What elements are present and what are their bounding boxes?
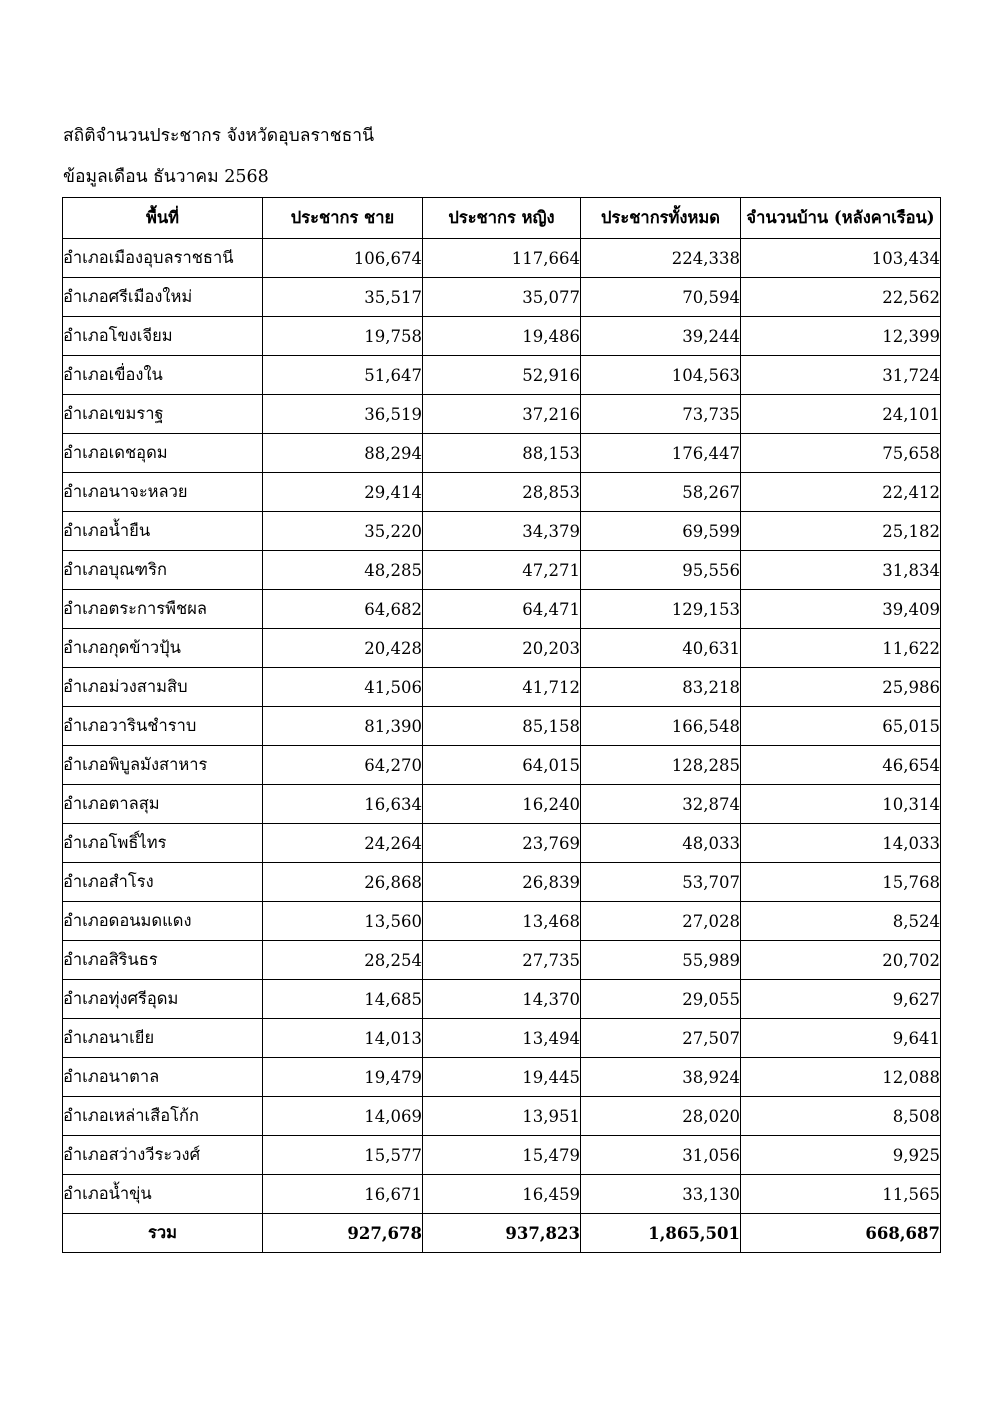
table-row <box>63 707 941 746</box>
cell-area: อำเภอตาลสุม <box>63 785 263 824</box>
cell-male-population: 106,674 <box>263 239 423 278</box>
cell-male-population: 26,868 <box>263 863 423 902</box>
cell-area: อำเภอบุณฑริก <box>63 551 263 590</box>
cell-houses: 9,627 <box>741 980 941 1019</box>
cell-area: อำเภอน้ำขุ่น <box>63 1175 263 1214</box>
table-row <box>63 317 941 356</box>
cell-area: อำเภอกุดข้าวปุ้น <box>63 629 263 668</box>
cell-male-population: 16,634 <box>263 785 423 824</box>
table-row <box>63 824 941 863</box>
cell-male-population: 20,428 <box>263 629 423 668</box>
cell-female-population: 88,153 <box>423 434 581 473</box>
table-row <box>63 278 941 317</box>
table-body <box>63 239 941 1253</box>
column-header-total: ประชากรทั้งหมด <box>581 198 741 239</box>
cell-houses: 31,724 <box>741 356 941 395</box>
cell-male-population: 19,758 <box>263 317 423 356</box>
cell-female-population: 35,077 <box>423 278 581 317</box>
cell-total-population: 83,218 <box>581 668 741 707</box>
table-row <box>63 941 941 980</box>
table-row <box>63 551 941 590</box>
table-row <box>63 1175 941 1214</box>
cell-female-population: 64,015 <box>423 746 581 785</box>
cell-male-population: 19,479 <box>263 1058 423 1097</box>
cell-female-population: 23,769 <box>423 824 581 863</box>
cell-female-population: 13,494 <box>423 1019 581 1058</box>
cell-total-population: 166,548 <box>581 707 741 746</box>
cell-houses: 46,654 <box>741 746 941 785</box>
cell-male-population: 51,647 <box>263 356 423 395</box>
cell-total-population: 55,989 <box>581 941 741 980</box>
table-row <box>63 863 941 902</box>
cell-area: อำเภอน้ำยืน <box>63 512 263 551</box>
cell-male-population: 14,013 <box>263 1019 423 1058</box>
cell-area: อำเภอนาตาล <box>63 1058 263 1097</box>
cell-area: อำเภอดอนมดแดง <box>63 902 263 941</box>
cell-houses: 22,562 <box>741 278 941 317</box>
cell-houses: 11,622 <box>741 629 941 668</box>
table-row <box>63 1058 941 1097</box>
cell-male-population: 16,671 <box>263 1175 423 1214</box>
cell-female-population: 52,916 <box>423 356 581 395</box>
cell-total-population: 27,507 <box>581 1019 741 1058</box>
cell-total-population: 29,055 <box>581 980 741 1019</box>
cell-houses: 10,314 <box>741 785 941 824</box>
cell-total-population: 176,447 <box>581 434 741 473</box>
cell-houses: 39,409 <box>741 590 941 629</box>
table-row <box>63 590 941 629</box>
total-cell-area: รวม <box>63 1214 263 1253</box>
cell-houses: 103,434 <box>741 239 941 278</box>
cell-total-population: 104,563 <box>581 356 741 395</box>
cell-houses: 24,101 <box>741 395 941 434</box>
cell-total-population: 31,056 <box>581 1136 741 1175</box>
cell-houses: 9,925 <box>741 1136 941 1175</box>
cell-area: อำเภอเขื่องใน <box>63 356 263 395</box>
table-row <box>63 668 941 707</box>
table-row <box>63 629 941 668</box>
cell-female-population: 19,486 <box>423 317 581 356</box>
cell-female-population: 85,158 <box>423 707 581 746</box>
cell-area: อำเภอเมืองอุบลราชธานี <box>63 239 263 278</box>
cell-houses: 15,768 <box>741 863 941 902</box>
cell-area: อำเภอสว่างวีระวงศ์ <box>63 1136 263 1175</box>
cell-area: อำเภอนาเยีย <box>63 1019 263 1058</box>
cell-male-population: 14,685 <box>263 980 423 1019</box>
cell-total-population: 128,285 <box>581 746 741 785</box>
table-header <box>63 198 941 239</box>
cell-total-population: 53,707 <box>581 863 741 902</box>
cell-male-population: 35,220 <box>263 512 423 551</box>
cell-area: อำเภอทุ่งศรีอุดม <box>63 980 263 1019</box>
cell-area: อำเภอโขงเจียม <box>63 317 263 356</box>
cell-houses: 12,088 <box>741 1058 941 1097</box>
table-row <box>63 902 941 941</box>
cell-male-population: 41,506 <box>263 668 423 707</box>
cell-total-population: 33,130 <box>581 1175 741 1214</box>
column-header-houses: จำนวนบ้าน (หลังคาเรือน) <box>741 198 941 239</box>
cell-area: อำเภอวารินชำราบ <box>63 707 263 746</box>
cell-male-population: 88,294 <box>263 434 423 473</box>
cell-area: อำเภอนาจะหลวย <box>63 473 263 512</box>
cell-male-population: 13,560 <box>263 902 423 941</box>
page-title: สถิติจำนวนประชากร จังหวัดอุบลราชธานี <box>63 126 375 146</box>
cell-total-population: 224,338 <box>581 239 741 278</box>
cell-male-population: 14,069 <box>263 1097 423 1136</box>
cell-houses: 11,565 <box>741 1175 941 1214</box>
total-cell-houses: 668,687 <box>741 1214 941 1253</box>
cell-female-population: 15,479 <box>423 1136 581 1175</box>
table-row <box>63 512 941 551</box>
page-subtitle: ข้อมูลเดือน ธันวาคม 2568 <box>63 167 269 187</box>
cell-female-population: 26,839 <box>423 863 581 902</box>
cell-total-population: 28,020 <box>581 1097 741 1136</box>
cell-male-population: 36,519 <box>263 395 423 434</box>
table-row <box>63 746 941 785</box>
cell-houses: 31,834 <box>741 551 941 590</box>
cell-area: อำเภอเขมราฐ <box>63 395 263 434</box>
cell-female-population: 20,203 <box>423 629 581 668</box>
column-header-male: ประชากร ชาย <box>263 198 423 239</box>
table-header-row <box>63 198 941 239</box>
cell-area: อำเภอเหล่าเสือโก้ก <box>63 1097 263 1136</box>
cell-total-population: 70,594 <box>581 278 741 317</box>
total-cell-female-population: 937,823 <box>423 1214 581 1253</box>
cell-houses: 25,986 <box>741 668 941 707</box>
cell-total-population: 39,244 <box>581 317 741 356</box>
cell-male-population: 15,577 <box>263 1136 423 1175</box>
cell-area: อำเภอสิรินธร <box>63 941 263 980</box>
table-row <box>63 1097 941 1136</box>
cell-houses: 22,412 <box>741 473 941 512</box>
total-cell-male-population: 927,678 <box>263 1214 423 1253</box>
cell-total-population: 58,267 <box>581 473 741 512</box>
cell-male-population: 29,414 <box>263 473 423 512</box>
table-row <box>63 1136 941 1175</box>
cell-female-population: 14,370 <box>423 980 581 1019</box>
table-row <box>63 434 941 473</box>
cell-male-population: 28,254 <box>263 941 423 980</box>
cell-houses: 20,702 <box>741 941 941 980</box>
cell-total-population: 73,735 <box>581 395 741 434</box>
cell-total-population: 40,631 <box>581 629 741 668</box>
cell-female-population: 16,240 <box>423 785 581 824</box>
cell-female-population: 117,664 <box>423 239 581 278</box>
cell-houses: 75,658 <box>741 434 941 473</box>
cell-female-population: 37,216 <box>423 395 581 434</box>
cell-female-population: 16,459 <box>423 1175 581 1214</box>
column-header-area: พื้นที่ <box>63 198 263 239</box>
cell-female-population: 28,853 <box>423 473 581 512</box>
cell-houses: 14,033 <box>741 824 941 863</box>
cell-female-population: 27,735 <box>423 941 581 980</box>
table-total-row <box>63 1214 941 1253</box>
cell-area: อำเภอโพธิ์ไทร <box>63 824 263 863</box>
cell-male-population: 64,270 <box>263 746 423 785</box>
cell-total-population: 129,153 <box>581 590 741 629</box>
population-statistics-table <box>62 197 941 1253</box>
cell-female-population: 13,951 <box>423 1097 581 1136</box>
cell-houses: 25,182 <box>741 512 941 551</box>
cell-female-population: 13,468 <box>423 902 581 941</box>
table-row <box>63 1019 941 1058</box>
table-row <box>63 785 941 824</box>
column-header-female: ประชากร หญิง <box>423 198 581 239</box>
total-cell-total-population: 1,865,501 <box>581 1214 741 1253</box>
cell-male-population: 64,682 <box>263 590 423 629</box>
table-row <box>63 356 941 395</box>
cell-houses: 9,641 <box>741 1019 941 1058</box>
cell-female-population: 47,271 <box>423 551 581 590</box>
cell-total-population: 48,033 <box>581 824 741 863</box>
cell-total-population: 38,924 <box>581 1058 741 1097</box>
cell-male-population: 48,285 <box>263 551 423 590</box>
table-row <box>63 473 941 512</box>
cell-male-population: 81,390 <box>263 707 423 746</box>
cell-female-population: 34,379 <box>423 512 581 551</box>
cell-female-population: 64,471 <box>423 590 581 629</box>
table-row <box>63 239 941 278</box>
cell-area: อำเภอศรีเมืองใหม่ <box>63 278 263 317</box>
cell-total-population: 27,028 <box>581 902 741 941</box>
cell-male-population: 24,264 <box>263 824 423 863</box>
cell-area: อำเภอสำโรง <box>63 863 263 902</box>
table-row <box>63 980 941 1019</box>
cell-female-population: 19,445 <box>423 1058 581 1097</box>
cell-area: อำเภอเดชอุดม <box>63 434 263 473</box>
cell-houses: 8,508 <box>741 1097 941 1136</box>
table-row <box>63 395 941 434</box>
cell-area: อำเภอตระการพืชผล <box>63 590 263 629</box>
cell-houses: 65,015 <box>741 707 941 746</box>
cell-total-population: 69,599 <box>581 512 741 551</box>
cell-female-population: 41,712 <box>423 668 581 707</box>
cell-houses: 12,399 <box>741 317 941 356</box>
cell-area: อำเภอพิบูลมังสาหาร <box>63 746 263 785</box>
cell-total-population: 32,874 <box>581 785 741 824</box>
cell-houses: 8,524 <box>741 902 941 941</box>
cell-area: อำเภอม่วงสามสิบ <box>63 668 263 707</box>
cell-male-population: 35,517 <box>263 278 423 317</box>
cell-total-population: 95,556 <box>581 551 741 590</box>
